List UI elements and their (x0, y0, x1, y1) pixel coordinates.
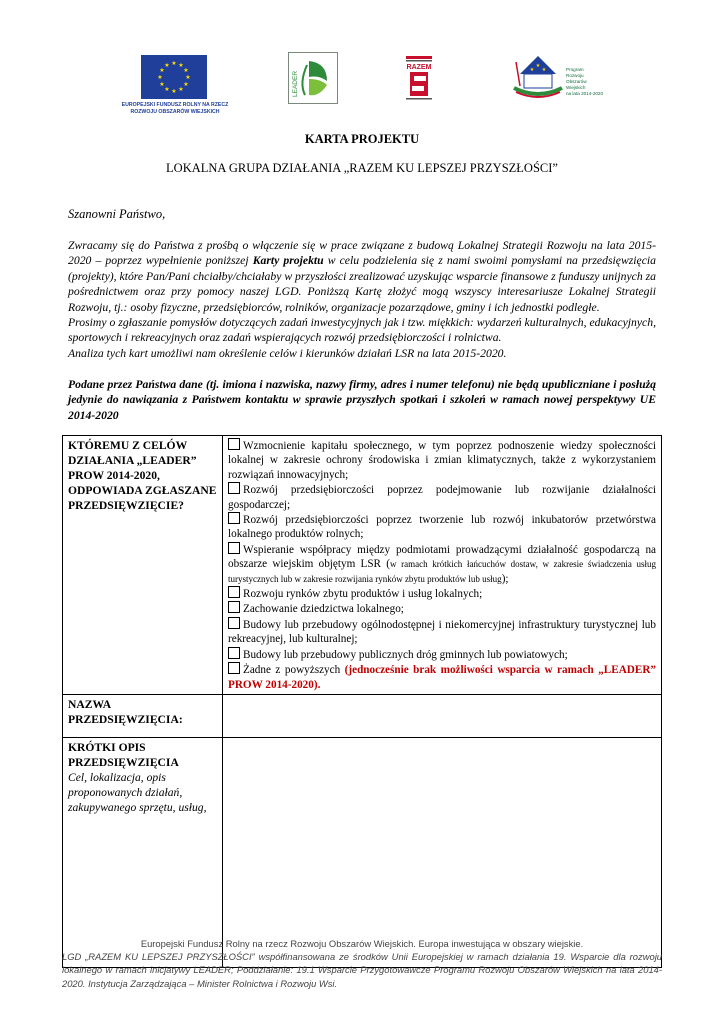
svg-text:★: ★ (185, 74, 191, 81)
svg-text:★: ★ (171, 60, 177, 67)
svg-text:★: ★ (159, 67, 165, 74)
svg-text:RAZEM: RAZEM (406, 64, 432, 71)
project-description-label (63, 737, 223, 967)
footer-line-2: LGD „RAZEM KU LEPSZEJ PRZYSZŁOŚCI” współfinansowana ze środków Unii Europejskiej w ramach działania 19. Wsparcie dla rozwoju lokalnego w ramach inicjatywy LEADER; Poddziałanie: 19.1 Wsparcie Przygotowawcze Programu Rozwoju Obszarów Wiejskich na lata 2014-2020. Instytucja Zarządzająca – Minister Rolnictwa i Rozwoju Wsi. (62, 951, 662, 989)
intro-paragraph-3: Analiza tych kart umożliwi nam określenie celów i kierunków działań LSR na lata 2015-2020. (68, 346, 507, 360)
project-card-table (62, 435, 662, 968)
option-item: Zachowanie dziedzictwa lokalnego; (228, 601, 656, 616)
table-row (63, 737, 662, 967)
prow-2014-2020-logo (510, 52, 610, 102)
goal-options (223, 436, 662, 695)
prow-line: Program (566, 67, 584, 72)
option-item: Żadne z powyższych (jednocześnie brak możliwości wsparcia w ramach „LEADER” PROW 2014-2020). (228, 664, 656, 691)
svg-text:★: ★ (178, 86, 184, 93)
option-item: Rozwój przedsiębiorczości poprzez podejmowanie lub rozwijanie działalności gospodarczej; (228, 484, 656, 511)
checkbox[interactable] (228, 662, 240, 674)
intro-paragraph-1: Zwracamy się do Państwa z prośbą o włączenie się w prace związane z budową Lokalnej Strategii Rozwoju na lata 2015-2020 – poprzez wypełnienie poniższej Karty projektu w celu podzielenia się z nami swoimi pomysłami na przedsięwzięcia (projekty), które Pan/Pani chciałby/chciałaby w przyszłości zrealizować uzyskując wsparcie finansowe z funduszy unijnych za pośrednictwem oraz przy pomocy naszej LGD. Poniższą Kartę złożyć mogą wszyscy interesariusze Lokalnej Strategii Rozwoju, tj.: osoby fizyczne, przedsiębiorców, rolników, organizacje pozarządowe, gminy i ich jednostki podległe. (68, 239, 657, 314)
project-name-label: NAZWA PRZEDSIĘWZIĘCIA: (63, 694, 223, 737)
prow-caption (566, 67, 603, 97)
svg-text:★: ★ (164, 62, 170, 69)
prow-line: Rozwoju (566, 73, 584, 78)
svg-text:★: ★ (157, 74, 163, 81)
option-item: Rozwój przedsiębiorczości poprzez tworzenie lub rozwój inkubatorów przetwórstwa lokalnego produktów rolnych; (228, 514, 656, 541)
svg-text:★: ★ (183, 67, 189, 74)
eu-flag-logo (141, 55, 207, 99)
prow-line: Obszarów (566, 79, 587, 84)
svg-text:★: ★ (529, 67, 535, 73)
description-hint: Cel, lokalizacja, opis proponowanych działań, zakupywanego sprzętu, usług, (68, 770, 207, 814)
description-heading: KRÓTKI OPIS PRZEDSIĘWZIĘCIA (68, 740, 179, 769)
prow-line: Wiejskich (566, 85, 586, 90)
checkbox[interactable] (228, 542, 240, 554)
table-row (63, 436, 662, 695)
goal-question-label: KTÓREMU Z CELÓW DZIAŁANIA „LEADER” PROW 2014-2020, ODPOWIADA ZGŁASZANE PRZEDSIĘWZIĘCIE? (63, 436, 223, 695)
greeting: Szanowni Państwo, (68, 207, 166, 221)
checkbox[interactable] (228, 512, 240, 524)
checkbox[interactable] (228, 482, 240, 494)
svg-text:LEADER: LEADER (292, 70, 299, 97)
project-description-field[interactable] (223, 737, 662, 967)
checkbox[interactable] (228, 438, 240, 450)
svg-text:★: ★ (159, 81, 165, 88)
intro-paragraph-2: Prosimy o zgłaszanie pomysłów dotyczących zadań inwestycyjnych jak i tzw. miękkich: wydarzeń kulturalnych, edukacyjnych, sportowych i rekreacyjnych oraz zadań wspierających rozwój przedsiębiorczości i rolnictwa. (68, 316, 656, 345)
footer-line-1: Europejski Fundusz Rolny na rzecz Rozwoju Obszarów Wiejskich. Europa inwestująca w obszary wiejskie. (140, 938, 584, 949)
logo-bar (0, 50, 724, 120)
checkbox[interactable] (228, 601, 240, 613)
checkbox[interactable] (228, 617, 240, 629)
svg-text:★: ★ (171, 88, 177, 95)
option-item: Wzmocnienie kapitału społecznego, w tym poprzez podnoszenie wiedzy społeczności lokalnej w zakresie ochrony środowiska i zmian klimatycznych, także z wykorzystaniem rozwiązań innowacyjnych; (228, 440, 656, 481)
svg-text:★: ★ (183, 81, 189, 88)
document-title: KARTA PROJEKTU (304, 132, 420, 146)
svg-text:★: ★ (164, 86, 170, 93)
checkbox[interactable] (228, 586, 240, 598)
document-subtitle: LOKALNA GRUPA DZIAŁANIA „RAZEM KU LEPSZEJ PRZYSZŁOŚCI” (166, 161, 558, 175)
footer (62, 937, 662, 990)
option-item: Rozwoju rynków zbytu produktów i usług lokalnych; (228, 586, 656, 601)
lgd-razem-logo (404, 56, 434, 102)
prow-line: na lata 2014-2020 (566, 91, 604, 96)
option-item: Budowy lub przebudowy ogólnodostępnej i niekomercyjnej infrastruktury turystycznej lub rekreacyjnej, lub kulturalnej; (228, 618, 656, 646)
option-item: Wspieranie współpracy między podmiotami prowadzącymi działalność gospodarczą na obszarze wiejskim objętym LSR (w ramach krótkich łańcuchów dostaw, w zakresie świadczenia usług turystycznych lub w zakresie rozwijania rynków zbytu produktów lub usług); (228, 543, 656, 585)
svg-text:★: ★ (178, 62, 184, 69)
checkbox[interactable] (228, 647, 240, 659)
svg-text:★: ★ (541, 67, 547, 73)
privacy-note: Podane przez Państwa dane (tj. imiona i nazwiska, nazwy firmy, adres i numer telefonu) nie będą upubliczniane i posłużą jedynie do nawiązania z Państwem kontaktu w sprawie przyszłych spotkań i szkoleń w ramach nowej perspektywy UE 2014-2020 (68, 378, 656, 422)
project-name-field[interactable] (223, 694, 662, 737)
option-item: Budowy lub przebudowy publicznych dróg gminnych lub powiatowych; (228, 647, 656, 662)
leader-vertical-text (289, 55, 301, 99)
prow-emblem-icon (510, 52, 566, 102)
intro-text (68, 238, 656, 361)
eu-fund-caption: EUROPEJSKI FUNDUSZ ROLNY NA RZECZ ROZWOJU OBSZARÓW WIEJSKICH (121, 102, 229, 115)
svg-text:★: ★ (535, 63, 541, 69)
table-row (63, 694, 662, 737)
